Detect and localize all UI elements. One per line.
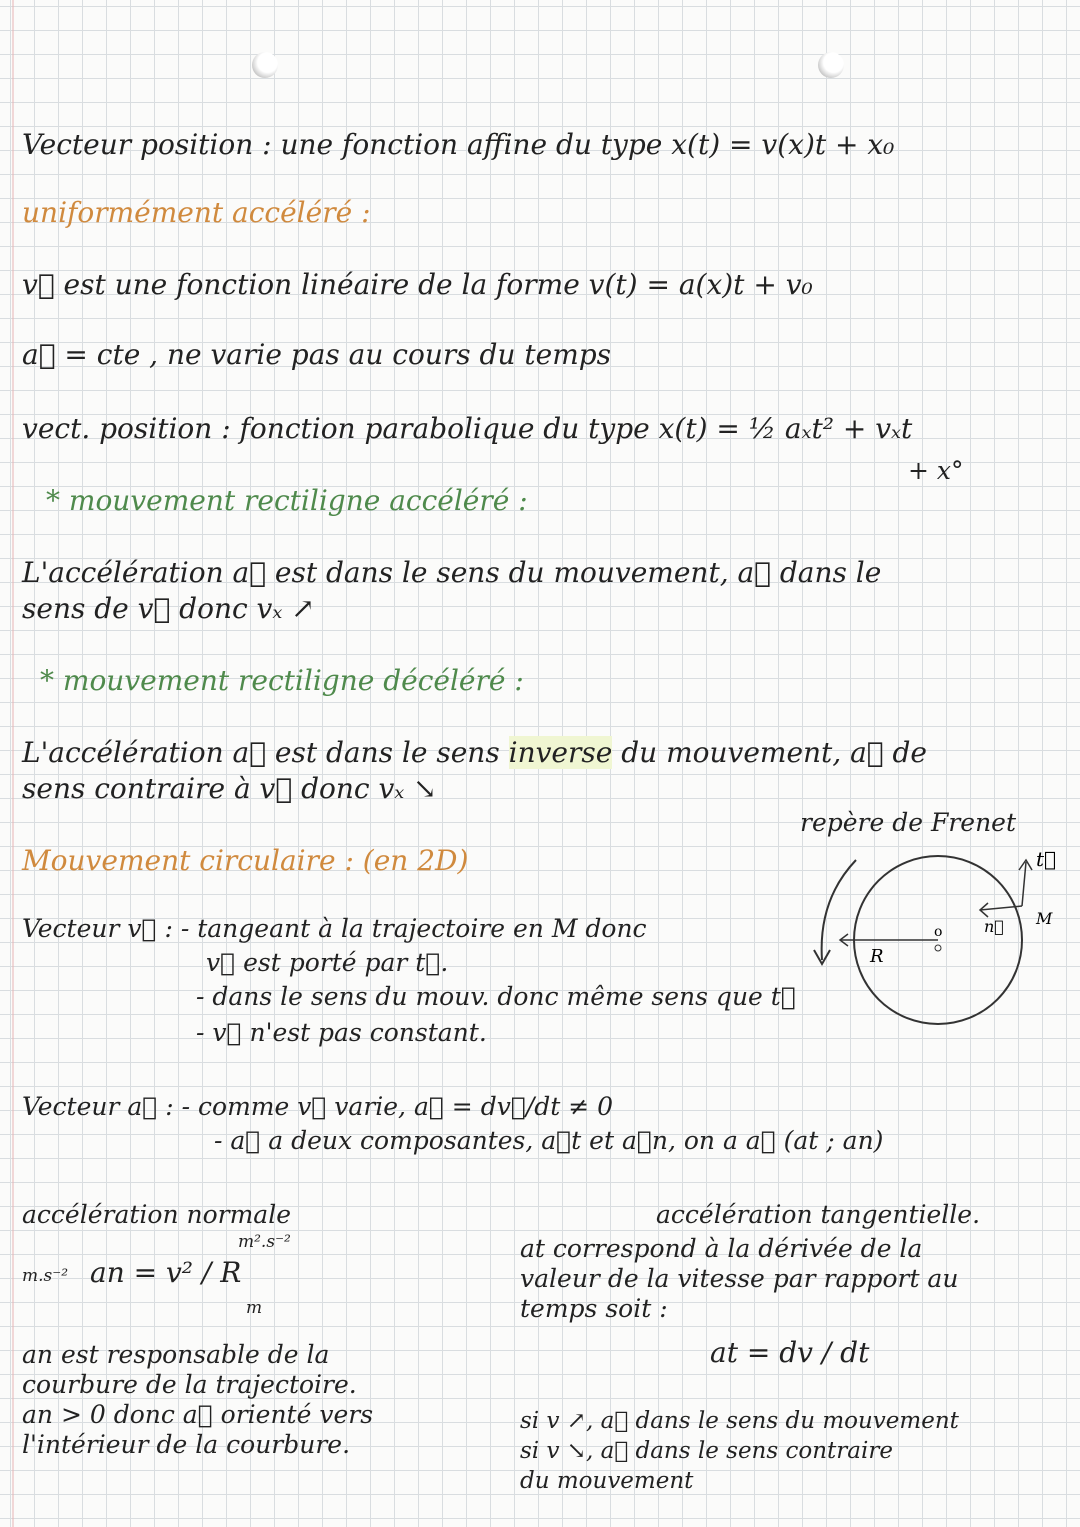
text-line: a⃗ = cte , ne varie pas au cours du temps xyxy=(22,338,612,371)
frenet-diagram xyxy=(800,840,1060,1040)
text-line: v⃗ est une fonction linéaire de la forme v(t) = a(x)t + v₀ xyxy=(22,268,813,301)
normal-acceleration-formula: an = v² / R xyxy=(90,1256,242,1289)
text-line: valeur de la vitesse par rapport au xyxy=(520,1264,959,1293)
label-n: n⃗ xyxy=(984,917,1004,936)
text-line: - dans le sens du mouv. donc même sens que t⃗ xyxy=(196,982,796,1011)
text-line: an est responsable de la xyxy=(22,1340,330,1369)
tangential-acceleration-text xyxy=(520,1234,958,1324)
text-line: - v⃗ n'est pas constant. xyxy=(196,1018,487,1047)
text-line: Vecteur position : une fonction affine du type x(t) = v(x)t + x₀ xyxy=(22,128,895,161)
label-M: M xyxy=(1036,909,1053,928)
text-line: vect. position : fonction parabolique du type x(t) = ½ aₓt² + vₓt xyxy=(22,412,913,445)
text-line: du mouvement xyxy=(520,1468,694,1494)
label-t: t⃗ xyxy=(1036,847,1057,871)
text-line: sens contraire à v⃗ donc vₓ ↘ xyxy=(22,772,437,805)
text-line: Vecteur v⃗ : - tangeant à la trajectoire en M donc xyxy=(22,914,647,943)
text-line: at correspond à la dérivée de la xyxy=(520,1234,923,1263)
tangential-acceleration-rules xyxy=(520,1406,959,1496)
margin-line xyxy=(12,0,14,1527)
diagram-title: repère de Frenet xyxy=(800,808,1017,837)
text-line: an > 0 donc a⃗ orienté vers xyxy=(22,1400,374,1429)
text-segment: L'accélération a⃗ est dans le sens xyxy=(22,736,500,769)
tangential-acceleration-formula: at = dv / dt xyxy=(710,1336,870,1369)
rotation-arrow xyxy=(822,860,856,960)
section-heading: Mouvement circulaire : (en 2D) xyxy=(22,844,469,877)
unit-numerator: m².s⁻² xyxy=(238,1232,291,1252)
unit-denominator: m xyxy=(246,1298,263,1318)
text-line: sens de v⃗ donc vₓ ↗ xyxy=(22,592,315,625)
normal-acceleration-text xyxy=(22,1340,373,1460)
label-R: R xyxy=(870,946,884,967)
center-point xyxy=(935,945,941,951)
normal-acceleration-title: accélération normale xyxy=(22,1200,291,1229)
text-line xyxy=(22,736,927,769)
text-line: - a⃗ a deux composantes, a⃗t et a⃗n, on a a⃗ (at ; an) xyxy=(214,1126,884,1155)
binder-hole-left xyxy=(252,52,278,78)
subheading: * mouvement rectiligne décéléré : xyxy=(40,664,524,697)
text-line: si v ↗, a⃗ dans le sens du mouvement xyxy=(520,1408,959,1434)
highlighted-word: inverse xyxy=(508,736,613,769)
text-line: temps soit : xyxy=(520,1294,668,1323)
text-line: l'intérieur de la courbure. xyxy=(22,1430,351,1459)
subheading: * mouvement rectiligne accéléré : xyxy=(46,484,528,517)
text-line: + x° xyxy=(908,456,964,485)
tangential-acceleration-title: accélération tangentielle. xyxy=(656,1200,981,1229)
text-line: si v ↘, a⃗ dans le sens contraire xyxy=(520,1438,893,1464)
text-line: Vecteur a⃗ : - comme v⃗ varie, a⃗ = dv⃗/dt ≠ 0 xyxy=(22,1092,614,1121)
text-line: courbure de la trajectoire. xyxy=(22,1370,357,1399)
tangent-vector xyxy=(1022,862,1026,906)
label-o: o xyxy=(934,924,943,940)
binder-hole-right xyxy=(818,52,844,78)
unit-an: m.s⁻² xyxy=(22,1266,69,1286)
text-line: L'accélération a⃗ est dans le sens du mouvement, a⃗ dans le xyxy=(22,556,882,589)
text-segment: du mouvement, a⃗ de xyxy=(621,736,928,769)
text-line: v⃗ est porté par t⃗. xyxy=(206,948,449,977)
section-heading: uniformément accéléré : xyxy=(22,196,371,229)
